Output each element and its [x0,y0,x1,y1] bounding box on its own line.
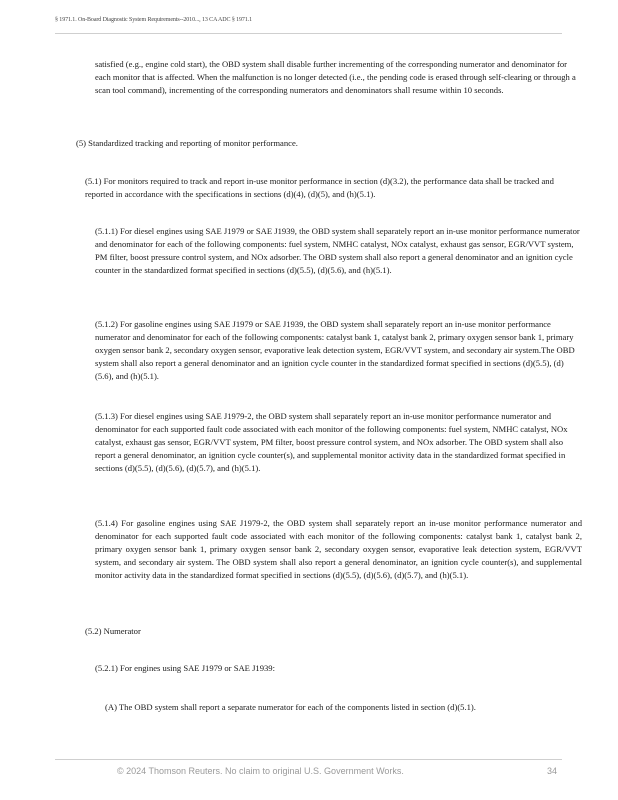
paragraph-5-2-1-a: (A) The OBD system shall report a separate numerator for each of the components listed in section (d)(5.1). [105,702,476,712]
header-divider [55,33,562,34]
running-header: § 1971.1. On-Board Diagnostic System Requirements--2010..., 13 CA ADC § 1971.1 [55,17,253,23]
page-number: 34 [547,766,558,776]
section-heading-5: (5) Standardized tracking and reporting of monitor performance. [76,138,298,148]
section-heading-5-2: (5.2) Numerator [85,626,141,636]
copyright-notice: © 2024 Thomson Reuters. No claim to original U.S. Government Works. [117,766,404,776]
paragraph-5-1-3: (5.1.3) For diesel engines using SAE J1979-2, the OBD system shall separately report an in-use monitor performance numerator and denominator for each supported fault code associated with each monitor of the following components: fuel system, NMHC catalyst, NOx catalyst, exhaust gas sensor, EGR/VVT system, PM filter, boost pressure control system, and NOx adsorber. The OBD system shall also report a general denominator, an ignition cycle counter(s), and supplemental monitor activity data in the standardized format specified in sections (d)(5.5), (d)(5.6), (d)(5.7), and (h)(5.1). [95,411,568,473]
paragraph-5-1-1: (5.1.1) For diesel engines using SAE J1979 or SAE J1939, the OBD system shall separately report an in-use monitor performance numerator and denominator for each of the following components: fuel system, NMHC catalyst, NOx catalyst, exhaust gas sensor, EGR/VVT system, PM filter, boost pressure control system, and NOx adsorber. The OBD system shall also report a general denominator and an ignition cycle counter in the standardized format specified in sections (d)(5.5), (d)(5.6), and (h)(5.1). [95,226,580,275]
paragraph-5-1-2: (5.1.2) For gasoline engines using SAE J1979 or SAE J1939, the OBD system shall separately report an in-use monitor performance numerator and denominator for each of the following components: catalyst bank 1, catalyst bank 2, primary oxygen sensor bank 1, primary oxygen sensor bank 2, secondary oxygen sensor, evaporative leak detection system, EGR/VVT system, and secondary air system.The OBD system shall also report a general denominator and an ignition cycle counter in the standardized format specified in sections (d)(5.5), (d)(5.6), and (h)(5.1). [95,319,575,381]
paragraph-5-1-4: (5.1.4) For gasoline engines using SAE J1979-2, the OBD system shall separately report an in-use monitor performance numerator and denominator for each supported fault code associated with each monitor of the following components: catalyst bank 1, catalyst bank 2, primary oxygen sensor bank 1, primary oxygen sensor bank 2, secondary oxygen sensor, evaporative leak detection system, EGR/VVT system, and secondary air system. The OBD system shall also report a general denominator, an ignition cycle counter(s), and supplemental monitor activity data in the standardized format specified in sections (d)(5.5), (d)(5.6), (d)(5.7), and (h)(5.1). [95,518,582,580]
paragraph-5-1: (5.1) For monitors required to track and report in-use monitor performance in section (d)(3.2), the performance data shall be tracked and reported in accordance with the specifications in sections (d)(4), (d)(5), and (h)(5.1). [85,176,554,199]
footer-divider [55,759,562,760]
paragraph-5-2-1: (5.2.1) For engines using SAE J1979 or SAE J1939: [95,663,275,673]
paragraph-continuation: satisfied (e.g., engine cold start), the OBD system shall disable further incrementing of the corresponding numerator and denominator for each monitor that is affected. When the malfunction is no longer detected (i.e., the pending code is erased through self-clearing or through a scan tool command), incrementing of the corresponding numerators and denominators shall resume within 10 seconds. [95,59,576,95]
